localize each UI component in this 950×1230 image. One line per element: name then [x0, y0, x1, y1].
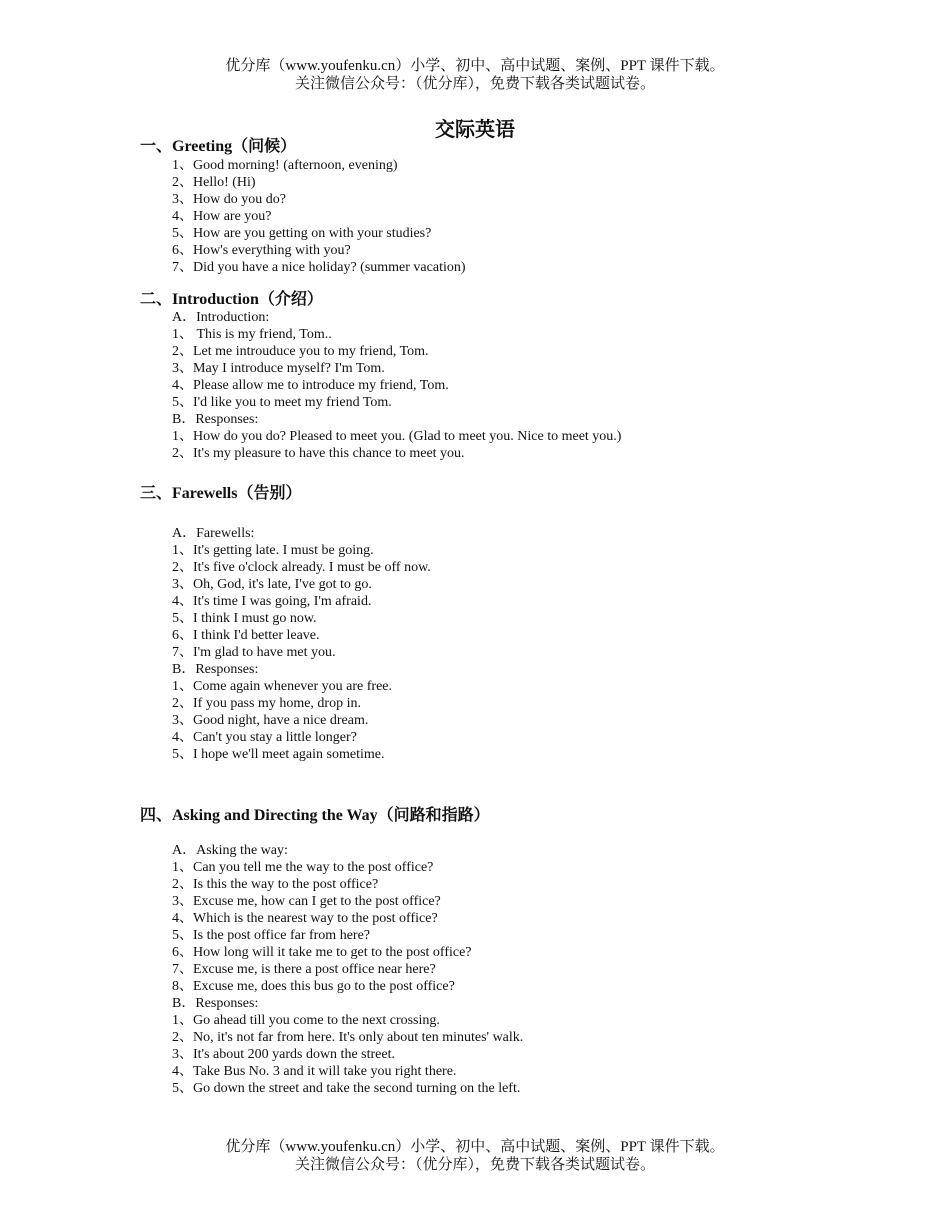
- list-item: 1、It's getting late. I must be going.: [172, 543, 374, 558]
- section-lines-greeting: [172, 157, 466, 276]
- list-item: 4、Can't you stay a little longer?: [172, 730, 357, 745]
- list-item: 3、It's about 200 yards down the street.: [172, 1047, 395, 1062]
- list-item: 5、Go down the street and take the second turning on the left.: [172, 1081, 521, 1096]
- list-item: 2、No, it's not far from here. It's only about ten minutes' walk.: [172, 1030, 524, 1045]
- list-item: 4、Please allow me to introduce my friend, Tom.: [172, 378, 449, 393]
- list-item: 2、It's my pleasure to have this chance to meet you.: [172, 446, 465, 461]
- list-item: 2、Let me introuduce you to my friend, Tom.: [172, 344, 429, 359]
- list-item: A．Asking the way:: [172, 843, 288, 858]
- header-line-2: 关注微信公众号：（优分库），免费下载各类试题试卷。: [294, 76, 655, 92]
- list-item: 7、I'm glad to have met you.: [172, 645, 336, 660]
- section-heading-greeting: 一、Greeting（问候）: [140, 138, 297, 155]
- list-item: 5、I hope we'll meet again sometime.: [172, 747, 385, 762]
- list-item: 2、It's five o'clock already. I must be off now.: [172, 560, 431, 575]
- list-item: 6、How's everything with you?: [172, 243, 351, 258]
- list-item: 2、Is this the way to the post office?: [172, 877, 379, 892]
- list-item: B．Responses:: [172, 662, 259, 677]
- section-lines-farewells: [172, 525, 431, 763]
- list-item: 2、If you pass my home, drop in.: [172, 696, 361, 711]
- list-item: 8、Excuse me, does this bus go to the post office?: [172, 979, 455, 994]
- section-heading-introduction: 二、Introduction（介绍）: [140, 291, 323, 308]
- list-item: 1、 This is my friend, Tom..: [172, 327, 332, 342]
- list-item: 6、I think I'd better leave.: [172, 628, 320, 643]
- list-item: 7、Did you have a nice holiday? (summer vacation): [172, 260, 466, 275]
- list-item: 3、Excuse me, how can I get to the post office?: [172, 894, 441, 909]
- page-title: 交际英语: [435, 119, 515, 141]
- section-heading-asking-the-way: 四、Asking and Directing the Way（问路和指路）: [140, 807, 490, 824]
- list-item: 5、How are you getting on with your studies?: [172, 226, 432, 241]
- list-item: B．Responses:: [172, 996, 259, 1011]
- list-item: 6、How long will it take me to get to the post office?: [172, 945, 472, 960]
- list-item: 3、How do you do?: [172, 192, 286, 207]
- section-heading-farewells: 三、Farewells（告别）: [140, 485, 302, 502]
- section-lines-asking-the-way: [172, 842, 523, 1097]
- list-item: 1、Go ahead till you come to the next crossing.: [172, 1013, 440, 1028]
- list-item: 4、Which is the nearest way to the post office?: [172, 911, 438, 926]
- list-item: A．Introduction:: [172, 310, 270, 325]
- list-item: 1、Can you tell me the way to the post office?: [172, 860, 434, 875]
- list-item: 1、Come again whenever you are free.: [172, 679, 393, 694]
- list-item: 3、May I introduce myself? I'm Tom.: [172, 361, 385, 376]
- list-item: 4、How are you?: [172, 209, 272, 224]
- list-item: 3、Oh, God, it's late, I've got to go.: [172, 577, 372, 592]
- list-item: 1、Good morning! (afternoon, evening): [172, 158, 398, 173]
- list-item: A．Farewells:: [172, 526, 255, 541]
- list-item: 3、Good night, have a nice dream.: [172, 713, 369, 728]
- list-item: 4、Take Bus No. 3 and it will take you right there.: [172, 1064, 457, 1079]
- list-item: 5、I think I must go now.: [172, 611, 317, 626]
- list-item: 4、It's time I was going, I'm afraid.: [172, 594, 372, 609]
- footer-line-1: 优分库（www.youfenku.cn）小学、初中、高中试题、案例、PPT 课件下载。: [225, 1139, 725, 1155]
- section-lines-introduction: [172, 309, 621, 462]
- footer-line-2: 关注微信公众号：（优分库），免费下载各类试题试卷。: [294, 1157, 655, 1173]
- header-line-1: 优分库（www.youfenku.cn）小学、初中、高中试题、案例、PPT 课件下载。: [225, 58, 725, 74]
- list-item: 5、I'd like you to meet my friend Tom.: [172, 395, 392, 410]
- list-item: 7、Excuse me, is there a post office near here?: [172, 962, 436, 977]
- list-item: 5、Is the post office far from here?: [172, 928, 370, 943]
- list-item: 2、Hello! (Hi): [172, 175, 256, 190]
- list-item: 1、How do you do? Pleased to meet you. (Glad to meet you. Nice to meet you.): [172, 429, 622, 444]
- list-item: B．Responses:: [172, 412, 259, 427]
